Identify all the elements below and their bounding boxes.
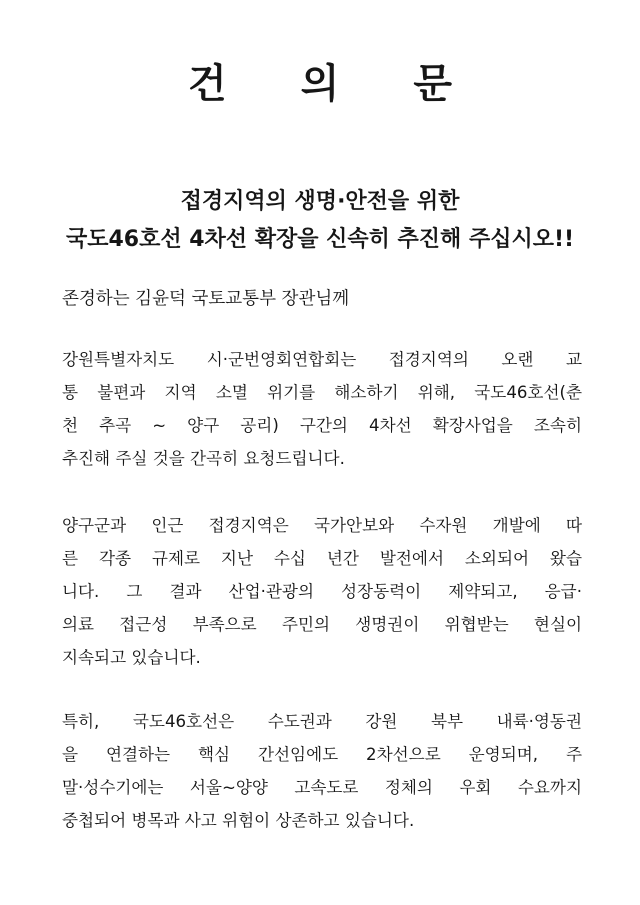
- paragraph-line: 추진해 주실 것을 간곡히 요청드립니다.: [62, 449, 345, 468]
- document-title: [0, 52, 640, 109]
- paragraph-line: 특히, 국도46호선은 수도권과 강원 북부 내륙·영동권: [62, 712, 582, 731]
- salutation: 존경하는 김윤덕 국토교통부 장관님께: [62, 289, 350, 309]
- paragraph-line: 지속되고 있습니다.: [62, 648, 201, 667]
- title-char: 문: [413, 61, 452, 107]
- paragraph-line: 양구군과 인근 접경지역은 국가안보와 수자원 개발에 따: [62, 516, 582, 535]
- paragraph-line: 중첩되어 병목과 사고 위험이 상존하고 있습니다.: [62, 811, 415, 830]
- paragraph: [62, 343, 582, 475]
- paragraph: [62, 509, 582, 674]
- subtitle-line: 국도46호선 4차선 확장을 신속히 추진해 주십시오!!: [65, 227, 575, 252]
- title-char: 건: [188, 61, 227, 107]
- paragraph-line: 천 추곡 ~ 양구 공리) 구간의 4차선 확장사업을 조속히: [62, 416, 582, 435]
- paragraph: [62, 705, 582, 837]
- paragraph-line: 강원특별자치도 시·군번영회연합회는 접경지역의 오랜 교: [62, 350, 582, 369]
- title-char: 의: [300, 61, 340, 107]
- paragraph-line: 의료 접근성 부족으로 주민의 생명권이 위협받는 현실이: [62, 615, 582, 634]
- paragraph-line: 말·성수기에는 서울~양양 고속도로 정체의 우회 수요까지: [62, 778, 582, 797]
- paragraph-line: 통 불편과 지역 소멸 위기를 해소하기 위해, 국도46호선(춘: [62, 383, 582, 402]
- paragraph-line: 을 연결하는 핵심 간선임에도 2차선으로 운영되며, 주: [62, 745, 582, 764]
- subtitle-line: 접경지역의 생명·안전을 위한: [180, 189, 460, 214]
- paragraph-line: 니다. 그 결과 산업·관광의 성장동력이 제약되고, 응급·: [62, 582, 582, 601]
- paragraph-line: 른 각종 규제로 지난 수십 년간 발전에서 소외되어 왔습: [62, 549, 582, 568]
